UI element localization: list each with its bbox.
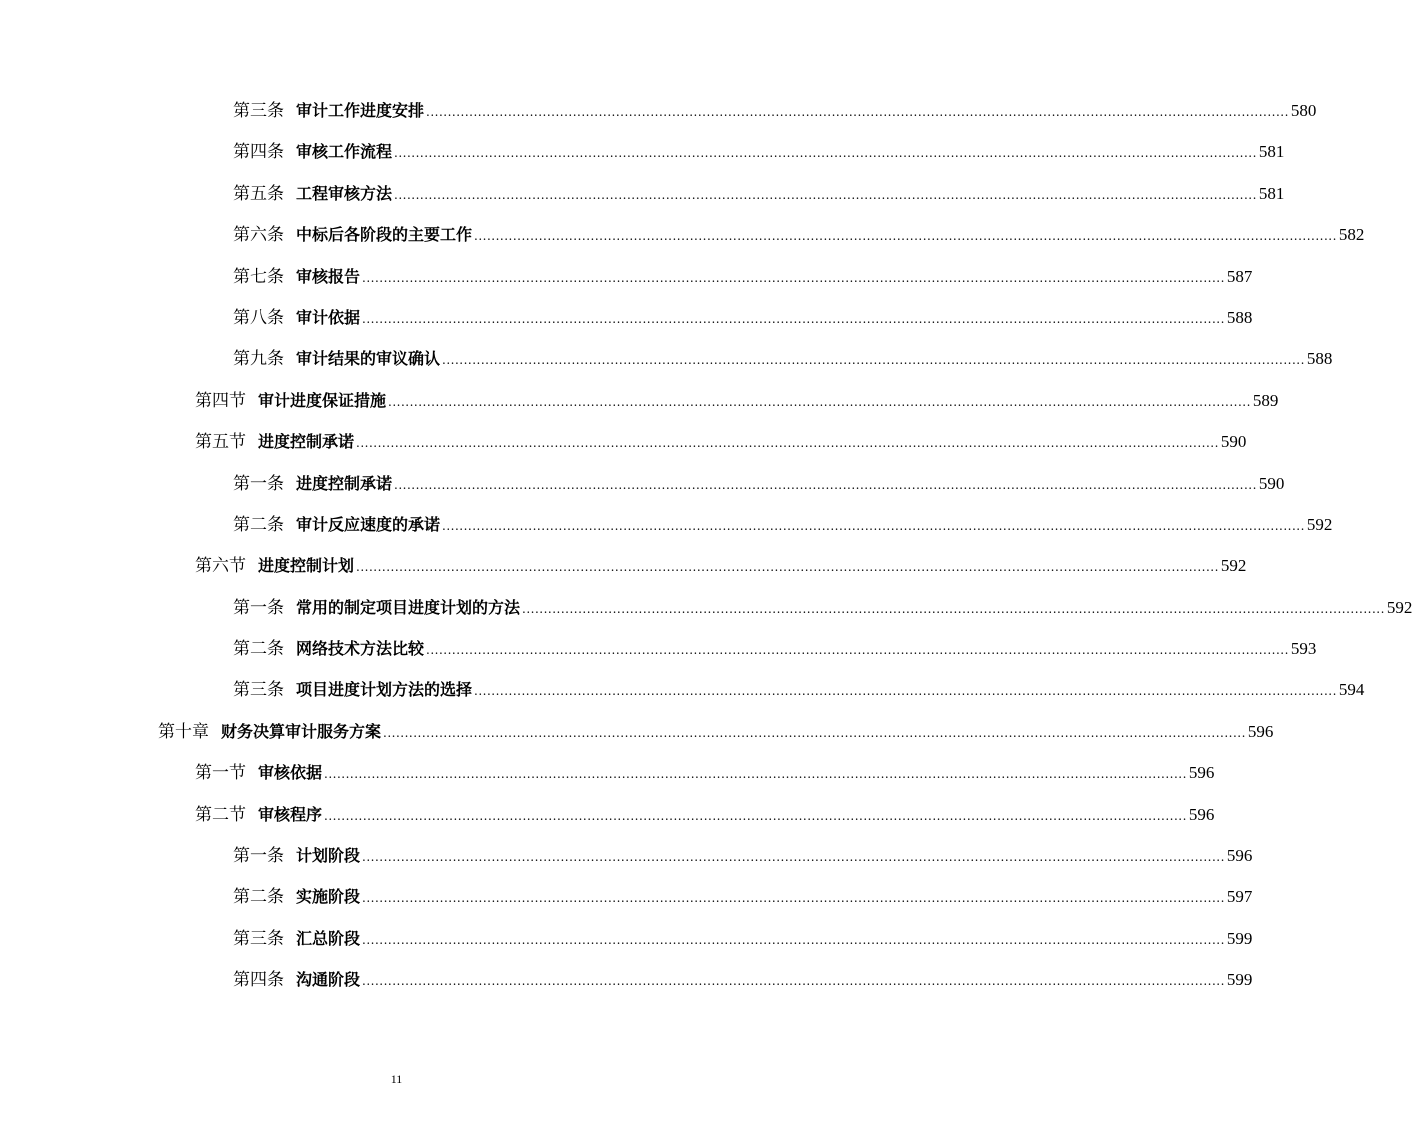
toc-entry-title: 审核工作流程 — [296, 142, 393, 162]
toc-entry-number: 第一条 — [233, 846, 284, 867]
toc-entry[interactable] — [0, 421, 1247, 462]
toc-entry-page: 580 — [1290, 101, 1317, 120]
toc-dot-leader: ........................................................................................................................................................................................................ — [362, 850, 1225, 865]
toc-entry-title: 审计进度保证措施 — [258, 390, 387, 410]
toc-entry[interactable] — [0, 711, 1274, 752]
toc-entry-number: 第五条 — [233, 183, 284, 204]
toc-dot-leader: ........................................................................................................................................................................................................ — [426, 643, 1289, 658]
toc-dot-leader: ........................................................................................................................................................................................................ — [426, 105, 1289, 119]
toc-entry-number: 第八条 — [233, 307, 284, 328]
toc-entry[interactable] — [0, 380, 1279, 421]
toc-entry[interactable] — [0, 338, 1333, 379]
toc-entry-number: 第四条 — [233, 142, 284, 163]
toc-entry[interactable] — [0, 876, 1253, 917]
toc-entry-title: 项目进度计划方法的选择 — [296, 680, 473, 700]
toc-entry-number: 第二条 — [233, 639, 284, 660]
toc-entry-title: 审计工作进度安排 — [296, 101, 425, 120]
toc-entry-title: 工程审核方法 — [296, 183, 393, 203]
toc-dot-leader: ........................................................................................................................................................................................................ — [362, 311, 1225, 326]
toc-entry-title: 审核程序 — [258, 804, 323, 824]
toc-entry-number: 第十章 — [158, 721, 209, 742]
toc-entry-number: 第二节 — [195, 804, 246, 825]
toc-entry-page: 599 — [1226, 928, 1253, 948]
toc-entry-number: 第六节 — [195, 556, 246, 577]
toc-entry-title: 进度控制承诺 — [258, 432, 355, 452]
toc-entry-number: 第二条 — [233, 514, 284, 535]
toc-entry-page: 599 — [1226, 970, 1253, 990]
toc-entry-page: 596 — [1226, 846, 1253, 866]
toc-entry-title: 沟通阶段 — [296, 970, 361, 990]
toc-dot-leader: ........................................................................................................................................................................................................ — [383, 725, 1246, 740]
toc-entry[interactable] — [0, 256, 1253, 297]
toc-entry-page: 587 — [1226, 266, 1253, 286]
toc-entry-title: 审核报告 — [296, 266, 361, 286]
toc-entry-page: 581 — [1258, 183, 1285, 203]
toc-entry-page: 594 — [1338, 680, 1365, 700]
toc-entry-title: 进度控制承诺 — [296, 473, 393, 493]
toc-entry[interactable] — [0, 214, 1365, 255]
toc-dot-leader: ........................................................................................................................................................................................................ — [394, 477, 1257, 492]
toc-entry-title: 实施阶段 — [296, 887, 361, 907]
toc-entry-number: 第三条 — [233, 680, 284, 701]
toc-entry-page: 589 — [1252, 390, 1279, 410]
toc-dot-leader: ........................................................................................................................................................................................................ — [324, 808, 1187, 823]
toc-entry-number: 第四条 — [233, 970, 284, 991]
toc-entry[interactable] — [0, 794, 1215, 835]
toc-entry-page: 592 — [1386, 597, 1412, 617]
toc-entry-page: 597 — [1226, 887, 1253, 907]
toc-entry-title: 计划阶段 — [296, 846, 361, 866]
toc-entry-number: 第四节 — [195, 390, 246, 411]
toc-entry-page: 581 — [1258, 142, 1285, 162]
toc-entry[interactable] — [0, 90, 1317, 131]
toc-entry-number: 第三条 — [233, 928, 284, 949]
toc-dot-leader: ........................................................................................................................................................................................................ — [362, 270, 1225, 285]
toc-entry-title: 审计反应速度的承诺 — [296, 514, 441, 534]
toc-entry-title: 财务决算审计服务方案 — [221, 721, 382, 741]
toc-entry-title: 审计依据 — [296, 307, 361, 327]
toc-entry[interactable] — [0, 173, 1285, 214]
toc-dot-leader: ........................................................................................................................................................................................................ — [474, 229, 1337, 244]
toc-entry-number: 第七条 — [233, 266, 284, 287]
toc-entry-page: 592 — [1220, 556, 1247, 576]
toc-entry-page: 592 — [1306, 514, 1333, 534]
toc-dot-leader: ........................................................................................................................................................................................................ — [474, 684, 1337, 699]
toc-dot-leader: ........................................................................................................................................................................................................ — [362, 891, 1225, 906]
toc-dot-leader: ........................................................................................................................................................................................................ — [442, 353, 1305, 368]
toc-dot-leader: ........................................................................................................................................................................................................ — [394, 146, 1257, 161]
toc-entry-page: 588 — [1226, 307, 1253, 327]
toc-entry-page: 582 — [1338, 225, 1365, 245]
toc-entry-title: 常用的制定项目进度计划的方法 — [296, 597, 521, 617]
toc-dot-leader: ........................................................................................................................................................................................................ — [442, 518, 1305, 533]
toc-dot-leader: ........................................................................................................................................................................................................ — [394, 187, 1257, 202]
toc-dot-leader: ........................................................................................................................................................................................................ — [388, 394, 1251, 409]
toc-entry-title: 进度控制计划 — [258, 556, 355, 576]
toc-entry-title: 审核依据 — [258, 763, 323, 783]
toc-entry[interactable] — [0, 669, 1365, 710]
toc-entry-number: 第一条 — [233, 597, 284, 618]
toc-entry-number: 第六条 — [233, 225, 284, 246]
toc-entry-page: 596 — [1188, 763, 1215, 783]
toc-entry[interactable] — [0, 545, 1247, 586]
toc-entry-page: 596 — [1247, 721, 1274, 741]
toc-entry-number: 第九条 — [233, 349, 284, 370]
toc-entry-number: 第五节 — [195, 432, 246, 453]
toc-entry-title: 汇总阶段 — [296, 928, 361, 948]
toc-entry-number: 第二条 — [233, 887, 284, 908]
page-number: 11 — [390, 1072, 403, 1086]
toc-dot-leader: ........................................................................................................................................................................................................ — [356, 436, 1219, 451]
toc-entry[interactable] — [0, 752, 1215, 793]
toc-entry[interactable] — [0, 918, 1253, 959]
toc-dot-leader: ........................................................................................................................................................................................................ — [356, 560, 1219, 575]
toc-entry-number: 第一条 — [233, 473, 284, 494]
toc-entry[interactable] — [0, 463, 1285, 504]
toc-entry-page: 590 — [1258, 473, 1285, 493]
toc-entry-page: 590 — [1220, 432, 1247, 452]
toc-entry-page: 588 — [1306, 349, 1333, 369]
toc-entry-number: 第三条 — [233, 101, 284, 121]
toc-entry[interactable] — [0, 959, 1253, 1000]
toc-entry-title: 审计结果的审议确认 — [296, 349, 441, 369]
toc-entry[interactable] — [0, 131, 1285, 172]
toc-entry-title: 中标后各阶段的主要工作 — [296, 225, 473, 245]
toc-dot-leader: ........................................................................................................................................................................................................ — [324, 767, 1187, 782]
toc-dot-leader: ........................................................................................................................................................................................................ — [362, 974, 1225, 989]
toc-dot-leader: ........................................................................................................................................................................................................ — [362, 932, 1225, 947]
toc-entry-page: 593 — [1290, 639, 1317, 659]
toc-entry-page: 596 — [1188, 804, 1215, 824]
toc-entry[interactable] — [0, 587, 1412, 628]
toc-entry[interactable] — [0, 835, 1253, 876]
toc-entry[interactable] — [0, 297, 1253, 338]
toc-entry-title: 网络技术方法比较 — [296, 639, 425, 659]
table-of-contents — [0, 90, 1412, 1001]
toc-entry[interactable] — [0, 504, 1333, 545]
toc-entry-number: 第一节 — [195, 763, 246, 784]
toc-entry[interactable] — [0, 628, 1317, 669]
toc-dot-leader: ........................................................................................................................................................................................................ — [522, 601, 1385, 616]
